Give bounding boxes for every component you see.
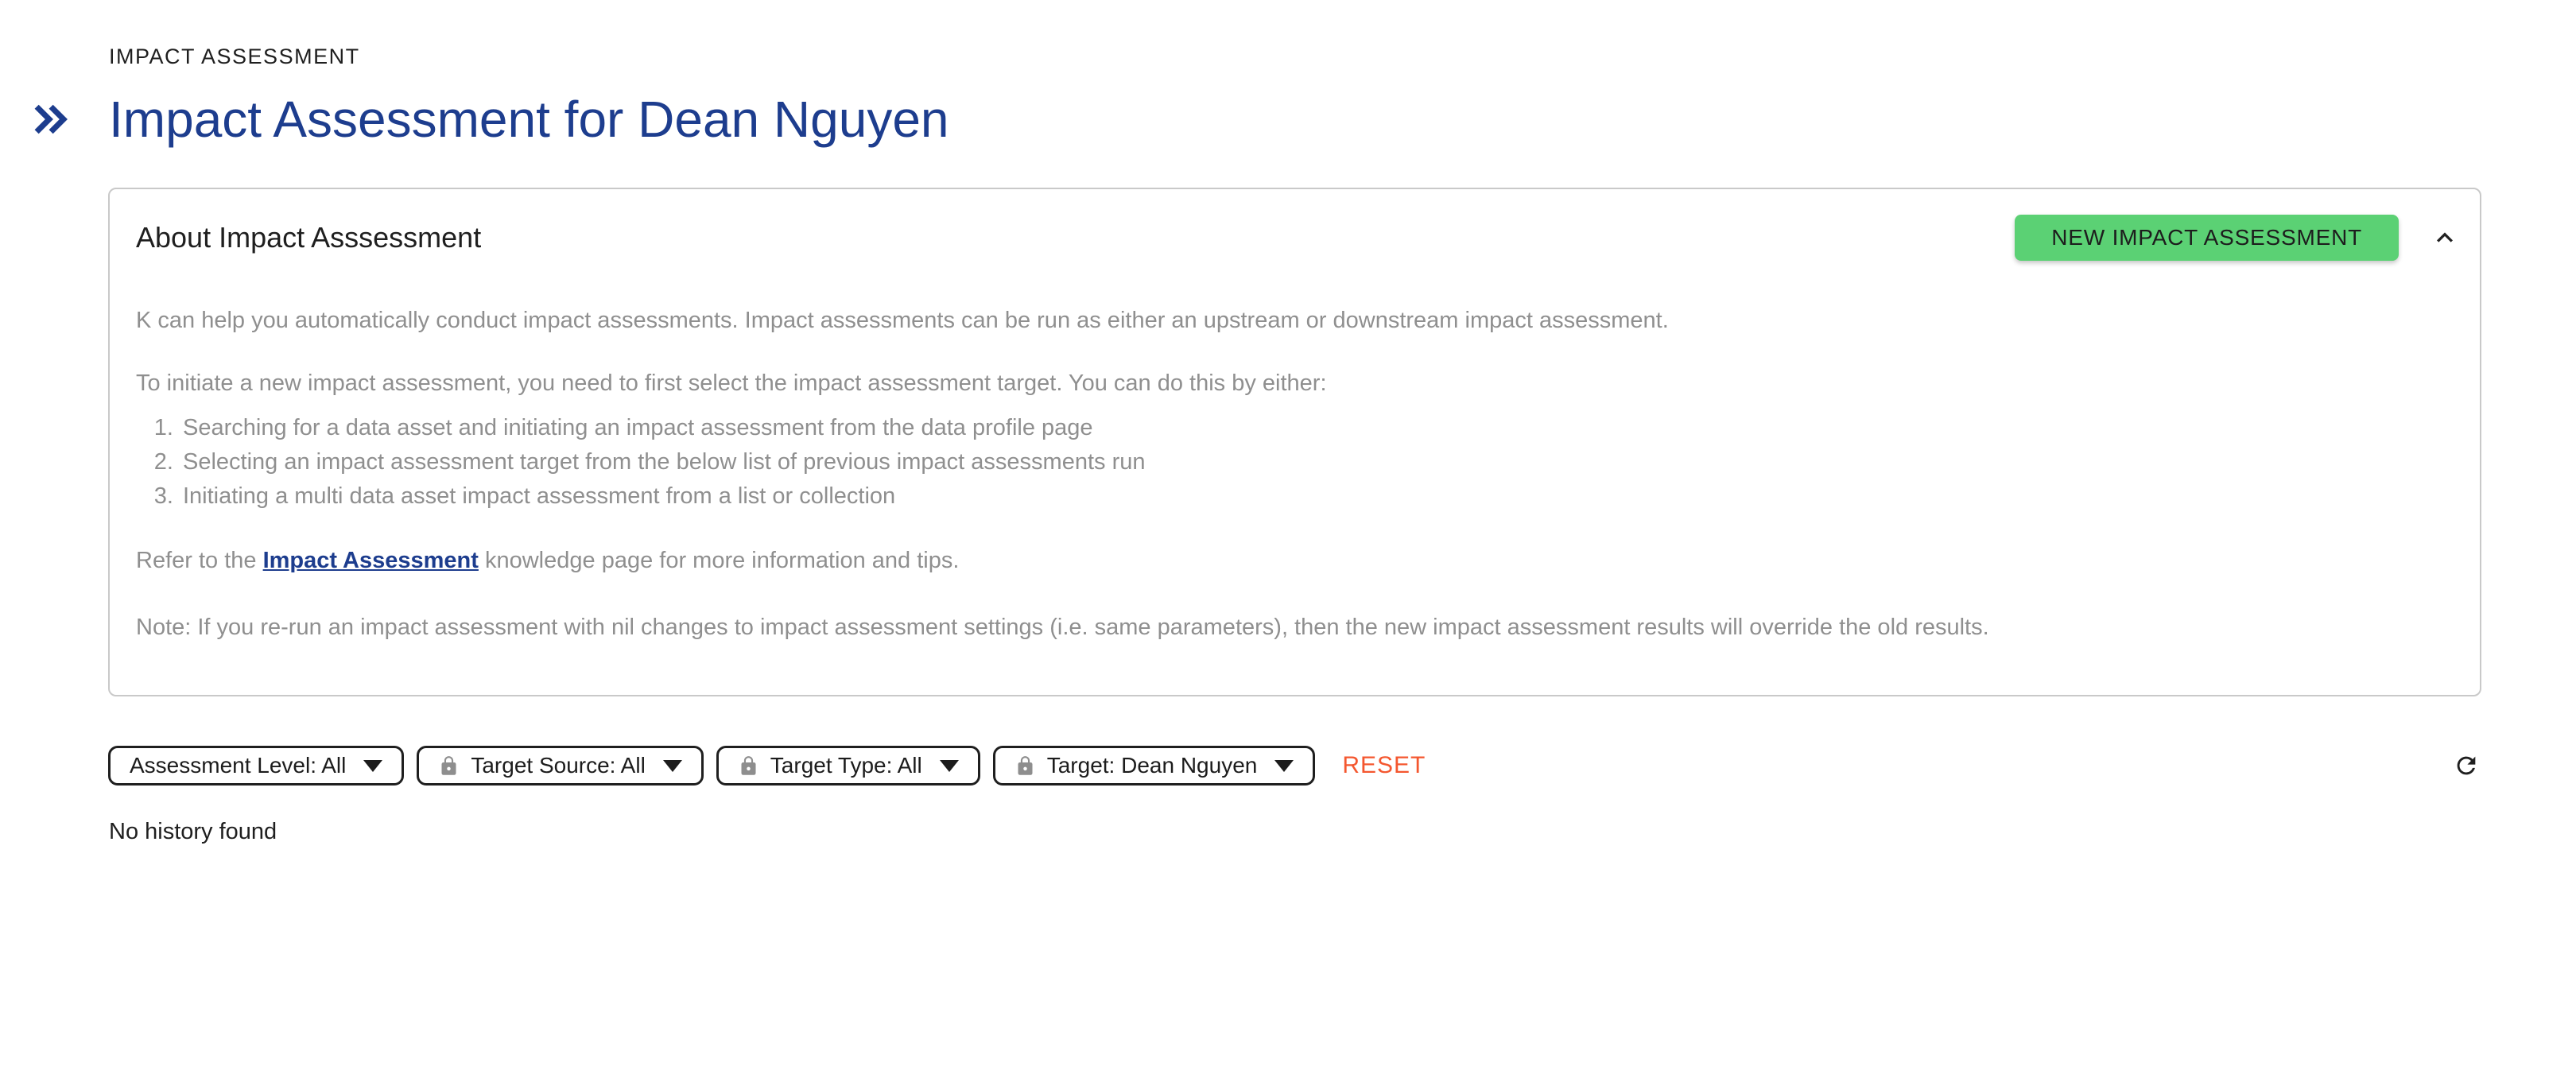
breadcrumb: IMPACT ASSESSMENT [109, 45, 360, 68]
filter-target-dropdown[interactable] [993, 746, 1316, 785]
target-selection-steps [136, 411, 2432, 514]
about-card [108, 188, 2481, 696]
step-item-1: 1. Searching for a data asset and initiating an impact assessment from the data profile page [180, 411, 2432, 445]
caret-down-icon [663, 760, 682, 772]
reset-filters-button[interactable]: RESET [1342, 752, 1426, 778]
lock-icon [738, 755, 759, 777]
filter-chip-label: Target: Dean Nguyen [1046, 753, 1258, 778]
about-card-header [110, 189, 2480, 261]
page-header [29, 89, 2576, 149]
refresh-icon [2453, 752, 2480, 779]
caret-down-icon [363, 760, 382, 772]
caret-down-icon [1274, 760, 1294, 772]
filter-assessment-level-dropdown[interactable] [108, 746, 404, 785]
caret-down-icon [940, 760, 959, 772]
empty-history-message: No history found [109, 819, 277, 844]
chevron-up-icon [2429, 222, 2461, 254]
note-line: Note: If you re-run an impact assessment with nil changes to impact assessment settings (i.e. same parameters), then the new impact assessment results will override the old results. [136, 615, 1989, 640]
filter-target-type-dropdown[interactable] [716, 746, 980, 785]
collapse-card-button[interactable] [2427, 220, 2462, 255]
refer-prefix-text: Refer to the [136, 548, 263, 573]
filter-bar [108, 746, 2482, 785]
impact-assessment-knowledge-link[interactable]: Impact Assessment [262, 548, 479, 573]
filter-chip-label: Target Source: All [471, 753, 646, 778]
filter-target-source-dropdown[interactable] [417, 746, 703, 785]
page-title: Impact Assessment for Dean Nguyen [109, 91, 949, 148]
about-paragraph-2: To initiate a new impact assessment, you need to first select the impact assessment target. You can do this by either: [136, 370, 1327, 396]
about-paragraph-1: K can help you automatically conduct impact assessments. Impact assessments can be run as either an upstream or downstream impact assessment. [136, 308, 1669, 333]
refresh-button[interactable] [2450, 750, 2482, 782]
about-card-body [110, 261, 2480, 644]
filter-chip-label: Target Type: All [770, 753, 922, 778]
new-impact-assessment-button[interactable]: NEW IMPACT ASSESSMENT [2015, 215, 2399, 261]
knowledge-page-line [136, 544, 2432, 577]
impact-assessment-page [0, 44, 2576, 845]
lock-icon [438, 755, 460, 777]
step-item-3: 3. Initiating a multi data asset impact assessment from a list or collection [180, 479, 2432, 514]
about-card-title: About Impact Asssessment [136, 221, 482, 254]
double-chevron-right-icon[interactable] [29, 98, 72, 141]
lock-icon [1014, 755, 1036, 777]
filter-chip-label: Assessment Level: All [130, 753, 347, 778]
refer-suffix-text: knowledge page for more information and tips. [478, 548, 960, 573]
step-item-2: 2. Selecting an impact assessment target from the below list of previous impact assessments run [180, 445, 2432, 479]
